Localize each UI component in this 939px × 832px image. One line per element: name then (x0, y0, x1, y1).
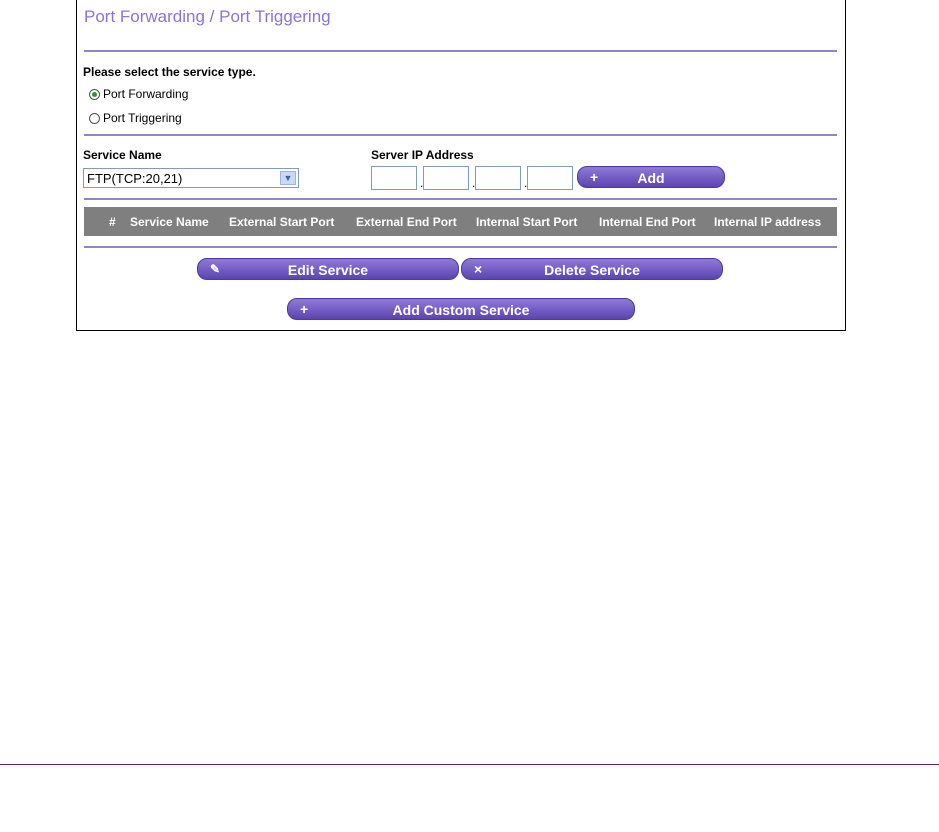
divider (84, 50, 837, 52)
plus-icon: + (300, 301, 309, 317)
radio-label: Port Triggering (103, 111, 182, 125)
radio-selected-icon[interactable] (89, 89, 100, 100)
divider (84, 246, 837, 248)
edit-service-button[interactable] (197, 258, 459, 280)
port-forwarding-panel (76, 0, 846, 331)
service-name-label: Service Name (83, 148, 162, 162)
col-external-end-port: External End Port (356, 215, 457, 229)
service-table-header (84, 207, 837, 236)
col-number: # (109, 215, 116, 229)
server-ip-label: Server IP Address (371, 148, 474, 162)
divider (84, 198, 837, 200)
close-icon: × (474, 261, 483, 277)
col-internal-start-port: Internal Start Port (476, 215, 578, 229)
ip-separator: . (420, 176, 424, 190)
pencil-icon: ✎ (210, 262, 221, 276)
chevron-down-icon[interactable]: ▼ (280, 171, 296, 185)
ip-octet-1-input[interactable] (371, 166, 417, 190)
delete-service-label: Delete Service (544, 262, 640, 278)
ip-octet-4-input[interactable] (527, 166, 573, 190)
add-button-label: Add (637, 170, 665, 186)
radio-label: Port Forwarding (103, 87, 189, 101)
col-service-name: Service Name (130, 215, 209, 229)
add-custom-service-button[interactable] (287, 298, 635, 320)
delete-service-button[interactable] (461, 258, 723, 280)
page-footer-rule (0, 764, 939, 765)
ip-separator: . (524, 176, 528, 190)
radio-port-forwarding[interactable] (89, 87, 188, 101)
radio-unselected-icon[interactable] (89, 113, 100, 124)
ip-separator: . (472, 176, 476, 190)
col-internal-end-port: Internal End Port (599, 215, 696, 229)
edit-service-label: Edit Service (287, 262, 369, 278)
col-internal-ip-address: Internal IP address (714, 215, 822, 229)
service-name-value: FTP(TCP:20,21) (87, 171, 183, 186)
ip-octet-2-input[interactable] (423, 166, 469, 190)
ip-octet-3-input[interactable] (475, 166, 521, 190)
col-external-start-port: External Start Port (229, 215, 335, 229)
service-type-prompt: Please select the service type. (83, 65, 256, 79)
radio-port-triggering[interactable] (89, 111, 182, 125)
add-custom-service-label: Add Custom Service (392, 302, 530, 318)
add-button[interactable] (577, 166, 725, 188)
page-title: Port Forwarding / Port Triggering (84, 7, 331, 26)
service-name-select[interactable] (83, 168, 299, 188)
divider (84, 134, 837, 136)
plus-icon: + (590, 169, 599, 185)
